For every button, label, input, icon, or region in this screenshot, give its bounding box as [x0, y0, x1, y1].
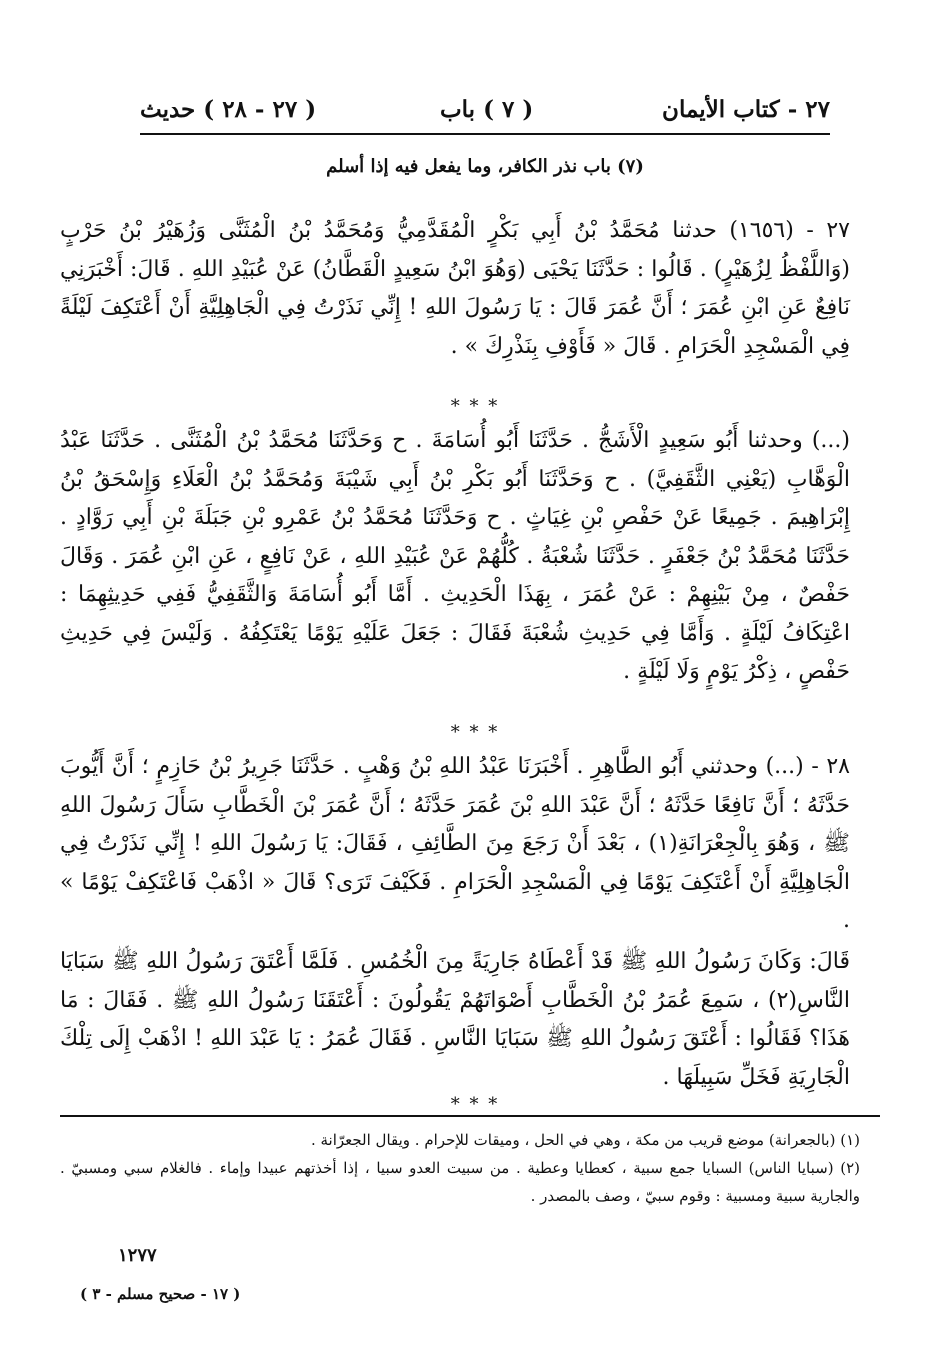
printer-signature: ( ١٧ - صحيح مسلم - ٣ ) [80, 1285, 241, 1303]
hadith-28-continuation: قَالَ: وَكَانَ رَسُولُ اللهِ ﷺ قَدْ أَعْطَاهُ جَارِيَةً مِنَ الْخُمُسِ . فَلَمَّا أَعْتَقَ رَسُولُ اللهِ ﷺ سَبَايَا النَّاسِ(٢) ، سَمِعَ عُمَرُ بْنُ الْخَطَّابِ أَصْوَاتَهُمْ يَقُولُونَ : أَعْتَقَنَا رَسُولُ اللهِ ﷺ . فَقَالَ : مَا هَذَا؟ فَقَالُوا : أَعْتَقَ رَسُولُ اللهِ ﷺ سَبَايَا النَّاسِ . فَقَالَ عُمَرُ : يَا عَبْدَ اللهِ ! اذْهَبْ إِلَى تِلْكَ الْجَارِيَةِ فَخَلِّ سَبِيلَهَا . [60, 949, 850, 1090]
footnote-2: (٢) (سبايا الناس) السبايا جمع سبية ، كعطايا وعطية . من سبيت العدو سبيا ، إذا أخذتهم عبيدا وإماء . فالغلام سبي ومسبيّ . والجارية سبية ومسبية : وقوم سبيّ ، وصف بالمصدر . [60, 1159, 860, 1205]
book-title: ٢٧ - كتاب الأيمان [662, 96, 830, 123]
chapter-label: ( ٧ ) باب [440, 96, 534, 123]
header-rule [140, 133, 830, 135]
separator-3: * * * [450, 1094, 500, 1115]
footnote-rule [60, 1115, 880, 1117]
hadith-28: ٢٨ - (...) وحدثني أَبُو الطَّاهِرِ . أَخْبَرَنَا عَبْدُ اللهِ بْنُ وَهْبٍ . حَدَّثَنَا جَرِيرُ بْنُ حَازِمٍ ؛ أَنَّ أَيُّوبَ حَدَّثَهُ ؛ أَنَّ نَافِعًا حَدَّثَهُ ؛ أَنَّ عَبْدَ اللهِ بْنَ عُمَرَ حَدَّثَهُ ؛ أَنَّ عُمَرَ بْنَ الْخَطَّابِ سَأَلَ رَسُولَ اللهِ ﷺ ، وَهُوَ بِالْجِعْرَانَةِ(١) ، بَعْدَ أَنْ رَجَعَ مِنَ الطَّائِفِ ، فَقَالَ: يَا رَسُولَ اللهِ ! إِنِّي نَذَرْتُ فِي الْجَاهِلِيَّةِ أَنْ أَعْتَكِفَ يَوْمًا فِي الْمَسْجِدِ الْحَرَامِ . فَكَيْفَ تَرَى؟ قَالَ « اذْهَبْ فَاعْتَكِفْ يَوْمًا » . [60, 754, 850, 933]
footnotes [60, 1126, 860, 1210]
hadith-27-chains: (...) وحدثنا أَبُو سَعِيدٍ الْأَشَجُّ . حَدَّثَنَا أَبُو أُسَامَةَ . ح وَحَدَّثَنَا مُحَمَّدُ بْنُ الْمُثَنَّى . حَدَّثَنَا عَبْدُ الْوَهَّابِ (يَعْنِي الثَّقَفِيَّ) . ح وَحَدَّثَنَا أَبُو بَكْرِ بْنُ أَبِي شَيْبَةَ وَمُحَمَّدُ بْنُ الْعَلَاءِ وَإِسْحَقُ بْنُ إِبْرَاهِيمَ . جَمِيعًا عَنْ حَفْصِ بْنِ غِيَاثٍ . ح وَحَدَّثَنَا مُحَمَّدُ بْنُ عَمْرِو بْنِ جَبَلَةَ بْنِ أَبِي رَوَّادٍ . حَدَّثَنَا مُحَمَّدُ بْنُ جَعْفَرٍ . حَدَّثَنَا شُعْبَةُ . كُلُّهُمْ عَنْ عُبَيْدِ اللهِ ، عَنْ نَافِعٍ ، عَنِ ابْنِ عُمَرَ . وَقَالَ حَفْصٌ ، مِنْ بَيْنِهِمْ : عَنْ عُمَرَ ، بِهَذَا الْحَدِيثِ . أَمَّا أَبُو أُسَامَةَ وَالثَّقَفِيُّ فَفِي حَدِيثِهِمَا : اعْتِكَافُ لَيْلَةٍ . وَأَمَّا فِي حَدِيثِ شُعْبَةَ فَقَالَ : جَعَلَ عَلَيْهِ يَوْمًا يَعْتَكِفُهُ . وَلَيْسَ فِي حَدِيثِ حَفْصٍ ، ذِكْرُ يَوْمٍ وَلَا لَيْلَةٍ . [60, 428, 850, 684]
hadith-range: ( ٢٧ - ٢٨ ) حديث [140, 96, 317, 123]
separator-2: * * * [450, 722, 500, 743]
chapter-title: (٧) باب نذر الكافر، وما يفعل فيه إذا أسلم [326, 156, 644, 177]
separator-1: * * * [450, 396, 500, 417]
running-header [140, 96, 830, 132]
hadith-27: ٢٧ - (١٦٥٦) حدثنا مُحَمَّدُ بْنُ أَبِي بَكْرٍ الْمُقَدَّمِيُّ وَمُحَمَّدُ بْنُ الْمُثَنَّى وَزُهَيْرُ بْنُ حَرْبٍ (وَاللَّفْظُ لِزُهَيْرٍ) . قَالُوا : حَدَّثَنَا يَحْيَى (وَهُوَ ابْنُ سَعِيدٍ الْقَطَّانُ) عَنْ عُبَيْدِ اللهِ . قَالَ: أَخْبَرَنِي نَافِعٌ عَنِ ابْنِ عُمَرَ ؛ أَنَّ عُمَرَ قَالَ : يَا رَسُولَ اللهِ ! إِنِّي نَذَرْتُ فِي الْجَاهِلِيَّةِ أَنْ أَعْتَكِفَ لَيْلَةً فِي الْمَسْجِدِ الْحَرَامِ . قَالَ « فَأَوْفِ بِنَذْرِكَ » . [60, 218, 850, 359]
footnote-1: (١) (بالجعرانة) موضع قريب من مكة ، وهي في الحل ، وميقات للإحرام . ويقال الجعرّانة . [310, 1131, 860, 1149]
page-number: ١٢٧٧ [118, 1245, 157, 1266]
